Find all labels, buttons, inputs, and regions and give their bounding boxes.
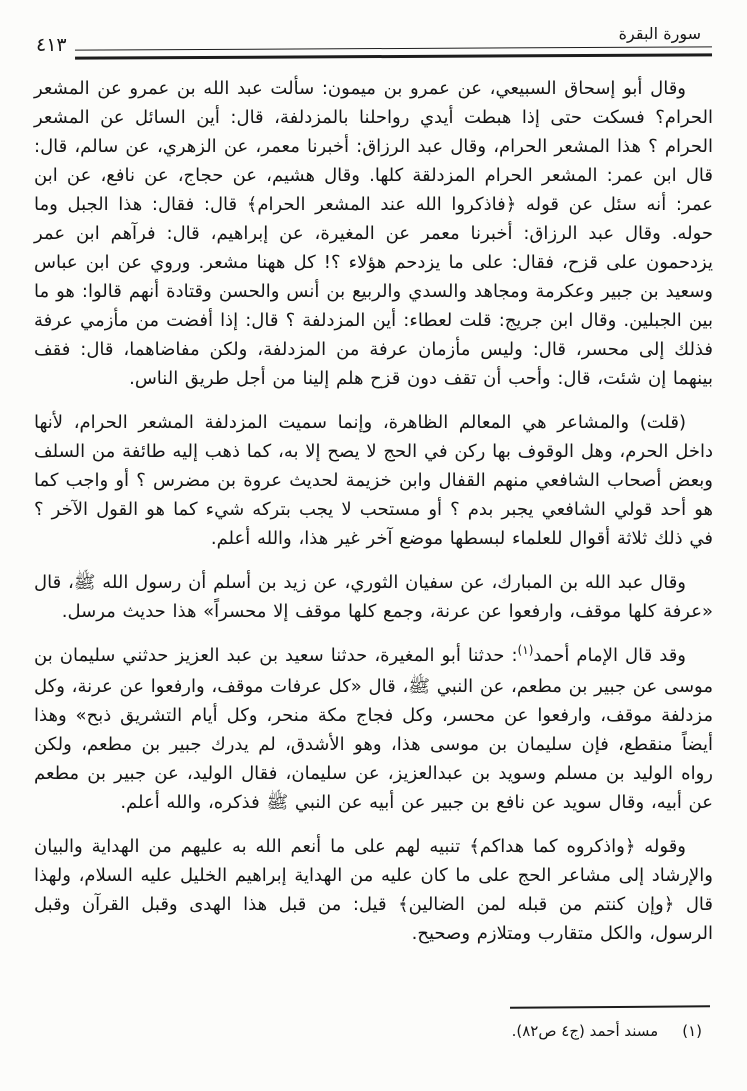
- surah-title: سورة البقرة: [618, 24, 701, 43]
- footnote: [512, 1018, 702, 1044]
- paragraph: [34, 832, 713, 948]
- page-number: ٤١٣: [36, 34, 67, 56]
- paragraph-text: وقوله ﴿واذكروه كما هداكم﴾ تنبيه لهم على ما أنعم الله به عليهم من الهداية والبيان والإرشاد إلى مشاعر الحج على ما كان عليه من الهداية إبراهيم الخليل عليه السلام، ولهذا قال ﴿وإن كنتم من قبله لمن الضالين﴾ قيل: من قبل هذا الهدى وقبل القرآن وقبل الرسول، والكل متقارب ومتلازم وصحيح.: [34, 836, 713, 944]
- paragraph: [34, 74, 713, 393]
- paragraph-text: : حدثنا أبو المغيرة، حدثنا سعيد بن عبد العزيز حدثني سليمان بن موسى عن جبير بن مطعم، عن النبي ﷺ، قال «كل عرفات موقف، وارفعوا عن عرنة، وكل مزدلفة موقف، وارفعوا عن محسر، وكل فجاج مكة منحر، وكل أيام التشريق ذبح» وهذا أيضاً منقطع، فإن سليمان بن موسى هذا، وهو الأشدق، لم يدرك جبير بن مطعم، ولكن رواه الوليد بن مسلم وسويد بن عبدالعزيز، عن سليمان، فقال الوليد، عن جبير بن مطعم عن أبيه، وقال سويد عن نافع بن جبير عن أبيه عن النبي ﷺ فذكره، والله أعلم.: [34, 645, 713, 813]
- paragraph-text: وقال أبو إسحاق السبيعي، عن عمرو بن ميمون: سألت عبد الله بن عمرو عن المشعر الحرام؟ فسكت حتى إذا هبطت أيدي رواحلنا بالمزدلفة، قال: أين السائل عن المشعر الحرام ؟ هذا المشعر الحرام، وقال عبد الرزاق: أخبرنا معمر، عن الزهري، عن سالم، قال: قال ابن عمر: المشعر الحرام المزدلقة كلها. وقال هشيم، عن حجاج، عن نافع، عن ابن عمر: أنه سئل عن قوله ﴿فاذكروا الله عند المشعر الحرام﴾ قال: فقال: هذا الجبل وما حوله. وقال عبد الرزاق: أخبرنا معمر عن المغيرة، عن إبراهيم، قال: فرآهم ابن عمر يزدحمون على قزح، فقال: على ما يزدحم هؤلاء ؟! كل ههنا مشعر. وروي عن ابن عباس وسعيد بن جبير وعكرمة ومجاهد والسدي والربيع بن أنس والحسن وقتادة أنهم قالوا: هو ما بين الجبلين. وقال ابن جريج: قلت لعطاء: أين المزدلفة ؟ قال: إذا أفضت من مأزمي عرفة فذلك إلى محسر، قال: وليس مأزمان عرفة من المزدلفة، ولكن مفاضاهما، قال: فقف بينهما إن شئت، قال: وأحب أن تقف دون قزح هلم إلينا من أجل طريق الناس.: [34, 78, 713, 389]
- footnote-rule: [510, 1005, 710, 1008]
- footnote-text: مسند أحمد (ج٤ ص٨٢).: [511, 1022, 659, 1040]
- paragraph: [34, 641, 713, 817]
- paragraph: [34, 408, 713, 553]
- footnote-marker: (١): [682, 1022, 702, 1040]
- paragraph-text: وقد قال الإمام أحمد: [533, 645, 686, 666]
- header-rule: [75, 46, 712, 59]
- paragraph: [34, 568, 713, 626]
- paragraph-text: وقال عبد الله بن المبارك، عن سفيان الثوري، عن زيد بن أسلم أن رسول الله ﷺ، قال «عرفة كلها موقف، وارفعوا عن عرنة، وجمع كلها موقف إلا محسراً» هذا حديث مرسل.: [34, 572, 713, 622]
- text-body: [34, 74, 713, 948]
- footnote-reference: (١): [517, 643, 534, 657]
- paragraph-text: (قلت) والمشاعر هي المعالم الظاهرة، وإنما سميت المزدلفة المشعر الحرام، لأنها داخل الحرم، وهل الوقوف بها ركن في الحج لا يصح إلا به، كما ذهب إليه طائفة من السلف وبعض أصحاب الشافعي منهم القفال وابن خزيمة لحديث عروة بن مضرس ؟ أو واجب كما هو أحد قولي الشافعي يجبر بدم ؟ أو مستحب لا يجب بتركه شيء كما هو القول الآخر ؟ في ذلك ثلاثة أقوال للعلماء لبسطها موضع آخر غير هذا، والله أعلم.: [34, 412, 713, 549]
